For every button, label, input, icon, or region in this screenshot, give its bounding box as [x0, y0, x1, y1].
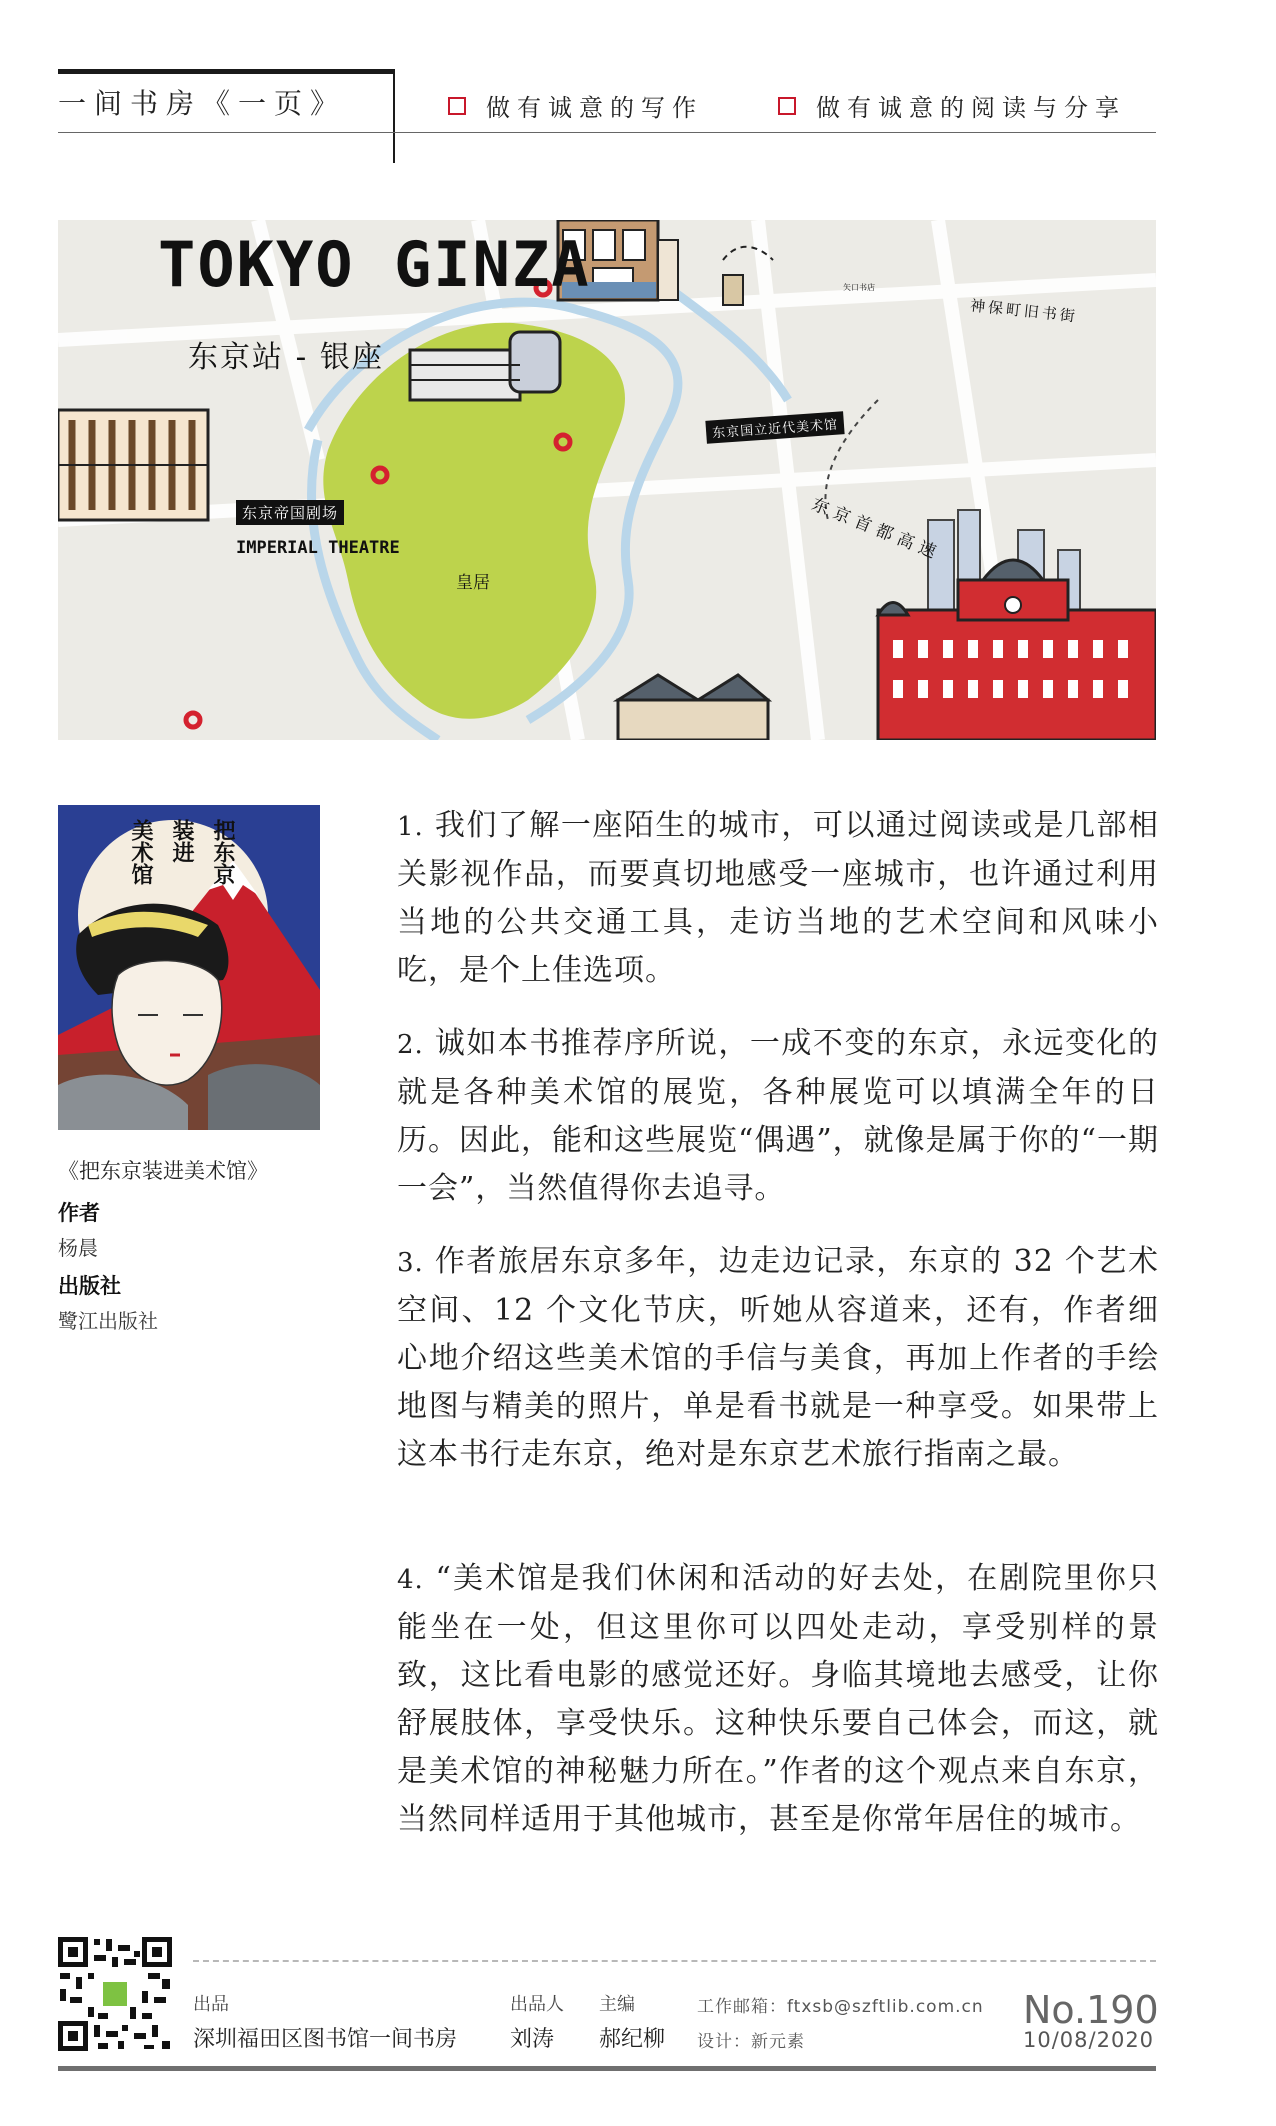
book-title: 《把东京装进美术馆》 — [58, 1159, 268, 1183]
qr-code-icon[interactable] — [58, 1937, 172, 2051]
paragraph-4 — [397, 1555, 1159, 1844]
book-cover-image — [58, 805, 320, 1130]
paragraph-text: 诚如本书推荐序所说，一成不变的东京，永远变化的就是各种美术馆的展览，各种展览可以填满全年的日历。因此，能和这些展览“偶遇”，就像是属于你的“一期一会”，当然值得你去追寻。 — [397, 1026, 1160, 1206]
header-divider — [393, 71, 395, 163]
cover-title — [126, 819, 239, 885]
map-label-palace: 皇居 — [456, 573, 490, 593]
paragraph-number: 3. — [397, 1248, 424, 1278]
map-label-expressway: 东京首都高速 — [808, 494, 945, 565]
publisher-label: 出版社 — [58, 1274, 121, 1298]
author-label: 作者 — [58, 1201, 100, 1225]
email-label: 工作邮箱： — [697, 1997, 787, 2017]
tag-label: 做有诚意的写作 — [486, 94, 703, 122]
design-credit: 设计：新元素 — [697, 2032, 805, 2052]
paragraph-3 — [397, 1238, 1159, 1479]
publisher-value: 鹭江出版社 — [58, 1309, 158, 1333]
producer-value: 深圳福田区图书馆一间书房 — [193, 2027, 458, 2052]
email-value[interactable]: ftxsb@szftlib.com.cn — [787, 1997, 984, 2017]
map-label-jimbocho: 神保町旧书街 — [969, 296, 1079, 326]
header-underline — [58, 132, 1156, 133]
paragraph-text: “美术馆是我们休闲和活动的好去处，在剧院里你只能坐在一处，但这里你可以四处走动，享受别样的景致，这比看电影的感觉还好。身临其境地去感受，让你舒展肢体，享受快乐。这种快乐要自己体会，而这，就是美术馆的神秘魅力所在。”作者的这个观点来自东京，当然同样适用于其他城市，甚至是你常年居住的城市。 — [397, 1561, 1159, 1837]
issue-number: No.190 — [1023, 1988, 1159, 2032]
paragraph-1 — [397, 802, 1159, 995]
paragraph-number: 4. — [397, 1565, 424, 1595]
tokyo-ginza-map — [58, 220, 1156, 740]
author-value: 杨晨 — [58, 1236, 98, 1260]
tag-reading — [778, 88, 1126, 123]
editor-label: 主编 — [599, 1994, 635, 2015]
producer-person-value: 刘涛 — [510, 2027, 555, 2052]
producer-person-label: 出品人 — [510, 1994, 564, 2015]
header-top-rule — [58, 69, 395, 74]
issue-date: 10/08/2020 — [1023, 2028, 1155, 2052]
map-label-momat: 东京国立近代美术馆 — [705, 411, 844, 444]
email-line — [697, 1992, 984, 2017]
paragraph-number: 1. — [397, 812, 424, 842]
map-label-theatre-en: IMPERIAL THEATRE — [236, 538, 400, 558]
paragraph-text: 我们了解一座陌生的城市，可以通过阅读或是几部相关影视作品，而要真切地感受一座城市，也许通过利用当地的公共交通工具，走访当地的艺术空间和风味小吃，是个上佳选项。 — [397, 808, 1159, 988]
checkbox-icon — [448, 97, 466, 115]
editor-value: 郝纪柳 — [599, 2027, 666, 2052]
tag-writing — [448, 88, 703, 123]
footer-dashed-rule — [193, 1960, 1156, 1962]
cover-title-line: 美术馆 — [128, 819, 154, 885]
map-label-theatre-cn: 东京帝国剧场 — [236, 500, 344, 525]
map-subtitle: 东京站 - 银座 — [188, 340, 384, 375]
footer-bottom-rule — [58, 2066, 1156, 2071]
paragraph-number: 2. — [397, 1030, 424, 1060]
map-title: TOKYO GINZA — [158, 228, 591, 301]
cover-title-line: 装进 — [169, 819, 195, 863]
producer-label: 出品 — [193, 1994, 229, 2015]
map-label-shop: 矢口书店 — [843, 283, 875, 292]
cover-title-line: 把东京 — [210, 819, 236, 885]
paragraph-2 — [397, 1020, 1159, 1213]
tag-label: 做有诚意的阅读与分享 — [816, 94, 1126, 122]
column-title: 一间书房《一页》 — [58, 87, 347, 120]
checkbox-icon — [778, 97, 796, 115]
paragraph-text: 作者旅居东京多年，边走边记录，东京的 32 个艺术空间、12 个文化节庆，听她从容道来，还有，作者细心地介绍这些美术馆的手信与美食，再加上作者的手绘地图与精美的照片，单是看书就是一种享受。如果带上这本书行走东京，绝对是东京艺术旅行指南之最。 — [397, 1244, 1159, 1472]
